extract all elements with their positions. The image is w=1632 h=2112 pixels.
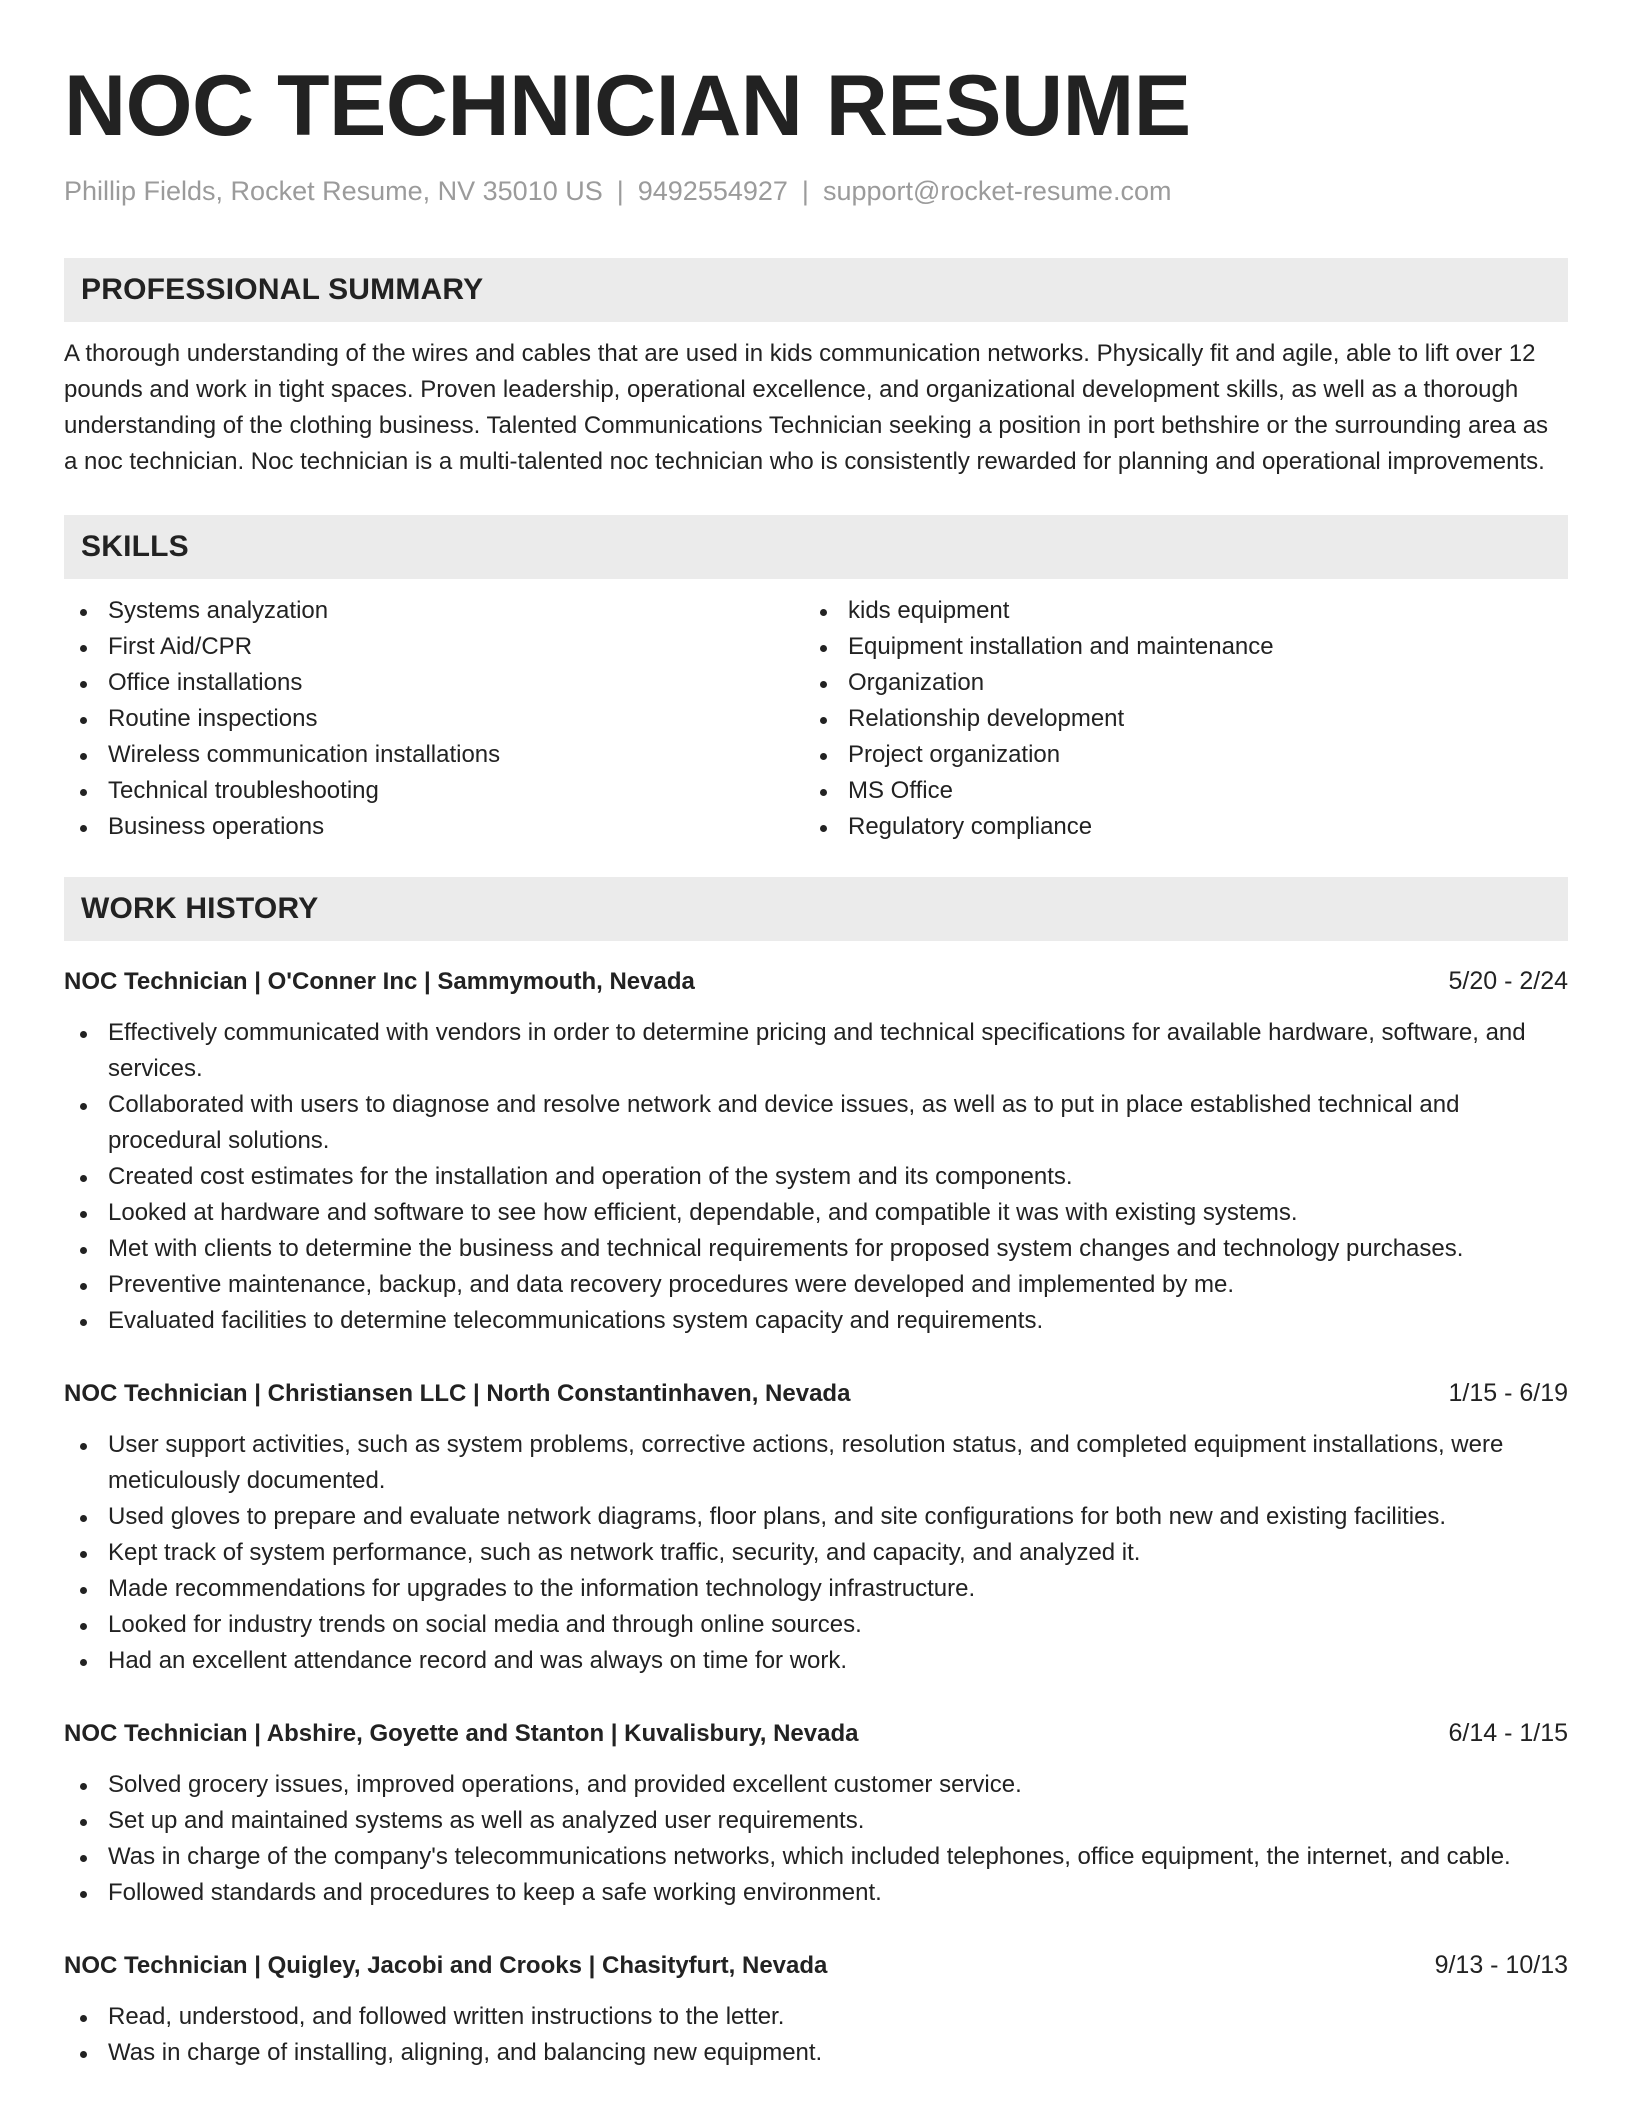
job-bullets [64,1015,1568,1339]
job-bullet: Made recommendations for upgrades to the information technology infrastructure. [64,1571,1568,1607]
job-bullet: Followed standards and procedures to keep a safe working environment. [64,1875,1568,1911]
contact-separator: | [801,176,809,206]
contact-address: Phillip Fields, Rocket Resume, NV 35010 US [64,176,603,206]
summary-text: A thorough understanding of the wires and cables that are used in kids communication networks. Physically fit and agile, able to lift over 12 pounds and work in tight spaces. Proven leadership, operational excellence, and organizational development skills, as well as a thorough understanding of the clothing business. Talented Communications Technician seeking a position in port bethshire or the surrounding area as a noc technician. Noc technician is a multi-talented noc technician who is consistently rewarded for planning and operational improvements. [64,340,1549,475]
job-bullet: Created cost estimates for the installation and operation of the system and its components. [64,1159,1568,1195]
skill-item: Relationship development [804,701,1568,737]
skill-item: Project organization [804,737,1568,773]
job-title: NOC Technician | Christiansen LLC | North Constantinhaven, Nevada [64,1380,851,1407]
job-dates: 9/13 - 10/13 [1434,1951,1568,1979]
section-header-skills: SKILLS [64,515,1568,579]
skill-item: Routine inspections [64,701,804,737]
skill-item: Regulatory compliance [804,809,1568,845]
skills-list [64,593,1568,845]
skill-item: MS Office [804,773,1568,809]
job-bullet: User support activities, such as system problems, corrective actions, resolution status, and completed equipment installations, were meticulously documented. [64,1427,1568,1499]
job-bullet: Collaborated with users to diagnose and resolve network and device issues, as well as to put in place established technical and procedural solutions. [64,1087,1568,1159]
section-header-summary: PROFESSIONAL SUMMARY [64,258,1568,322]
job-header [64,1713,1568,1753]
job-bullet: Preventive maintenance, backup, and data recovery procedures were developed and implemented by me. [64,1267,1568,1303]
skill-item: Organization [804,665,1568,701]
section-header-work-history: WORK HISTORY [64,877,1568,941]
skill-item: First Aid/CPR [64,629,804,665]
contact-phone: 9492554927 [637,176,788,206]
skill-item: Office installations [64,665,804,701]
job-bullet: Had an excellent attendance record and was always on time for work. [64,1643,1568,1679]
job-entry [64,1373,1568,1679]
job-bullet: Was in charge of installing, aligning, and balancing new equipment. [64,2035,1568,2071]
job-bullet: Evaluated facilities to determine telecommunications system capacity and requirements. [64,1303,1568,1339]
skills-column-left [64,593,804,845]
job-title: NOC Technician | Quigley, Jacobi and Crooks | Chasityfurt, Nevada [64,1952,828,1979]
job-dates: 5/20 - 2/24 [1448,967,1568,995]
job-bullet: Solved grocery issues, improved operations, and provided excellent customer service. [64,1767,1568,1803]
job-dates: 1/15 - 6/19 [1448,1379,1568,1407]
skill-item: Wireless communication installations [64,737,804,773]
job-bullet: Looked at hardware and software to see how efficient, dependable, and compatible it was with existing systems. [64,1195,1568,1231]
job-entry [64,1713,1568,1911]
skill-item: Technical troubleshooting [64,773,804,809]
contact-email[interactable]: support@rocket-resume.com [822,176,1172,206]
skill-item: Equipment installation and maintenance [804,629,1568,665]
job-dates: 6/14 - 1/15 [1448,1719,1568,1747]
job-bullet: Read, understood, and followed written instructions to the letter. [64,1999,1568,2035]
job-bullet: Was in charge of the company's telecommunications networks, which included telephones, office equipment, the internet, and cable. [64,1839,1568,1875]
skill-item: Business operations [64,809,804,845]
job-entry [64,1945,1568,2071]
job-header [64,961,1568,1001]
job-bullets [64,1767,1568,1911]
job-bullet: Kept track of system performance, such as network traffic, security, and capacity, and analyzed it. [64,1535,1568,1571]
resume-title: NOC TECHNICIAN RESUME [64,58,1191,154]
job-title: NOC Technician | O'Conner Inc | Sammymouth, Nevada [64,968,695,995]
job-header [64,1945,1568,1985]
job-bullets [64,1427,1568,1679]
contact-line [64,174,1568,208]
job-header [64,1373,1568,1413]
job-title: NOC Technician | Abshire, Goyette and Stanton | Kuvalisbury, Nevada [64,1720,859,1747]
job-bullet: Met with clients to determine the business and technical requirements for proposed system changes and technology purchases. [64,1231,1568,1267]
job-bullets [64,1999,1568,2071]
job-bullet: Used gloves to prepare and evaluate network diagrams, floor plans, and site configurations for both new and existing facilities. [64,1499,1568,1535]
job-bullet: Effectively communicated with vendors in order to determine pricing and technical specifications for available hardware, software, and services. [64,1015,1568,1087]
skill-item: kids equipment [804,593,1568,629]
skill-item: Systems analyzation [64,593,804,629]
job-entry [64,961,1568,1339]
job-bullet: Set up and maintained systems as well as analyzed user requirements. [64,1803,1568,1839]
skills-column-right [804,593,1568,845]
job-bullet: Looked for industry trends on social media and through online sources. [64,1607,1568,1643]
resume-page [64,0,1568,2071]
contact-separator: | [616,176,624,206]
